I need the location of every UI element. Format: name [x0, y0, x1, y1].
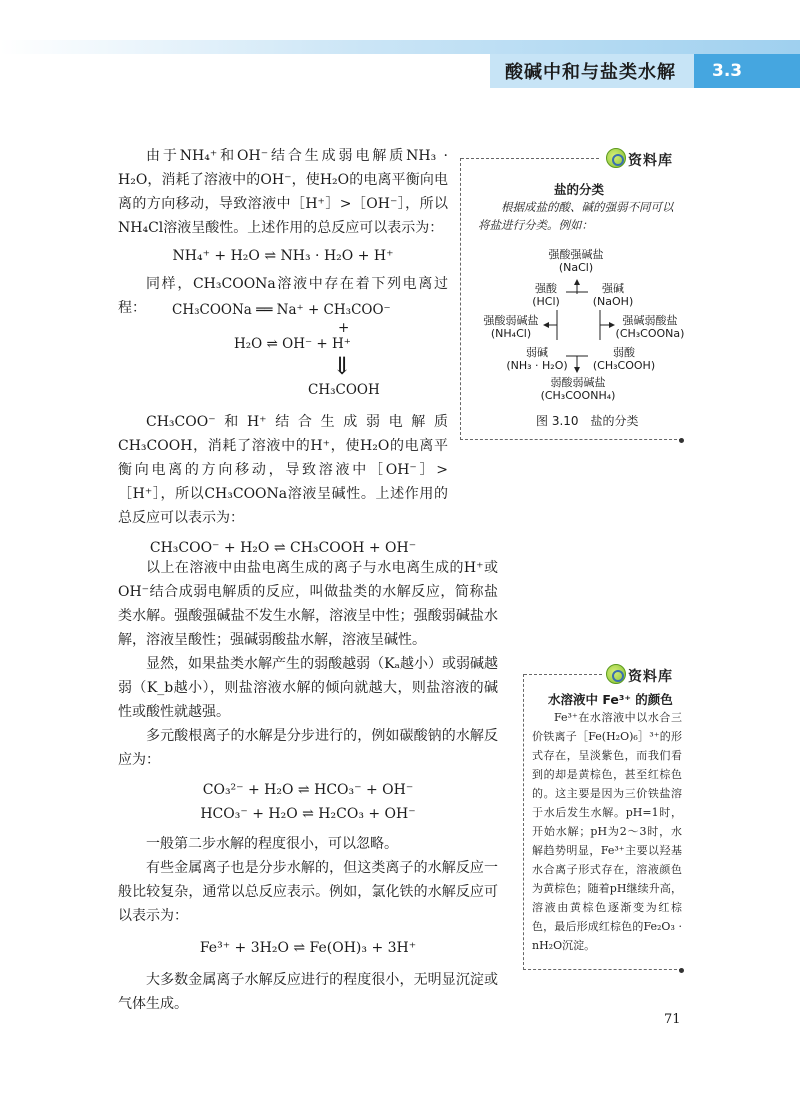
section-number: 3.3 — [694, 54, 800, 88]
main-column-top — [118, 144, 448, 320]
node-label: 弱酸弱碱盐 — [550, 376, 606, 389]
diagram-arrows — [540, 270, 620, 380]
node-example: (CH₃COOH) — [592, 359, 656, 372]
chapter-title: 酸碱中和与盐类水解 — [505, 62, 676, 83]
node-example: (CH₃COONH₄) — [540, 389, 616, 402]
header-gradient-band — [0, 40, 800, 54]
equation-co3-step2: HCO₃⁻ + H₂O ⇌ H₂CO₃ + OH⁻ — [200, 806, 416, 822]
node-example: (NaCl) — [558, 261, 594, 274]
resource-library-label: 资料库 — [628, 153, 673, 169]
ionization-equation-water: H₂O ⇌ OH⁻ + H⁺ — [234, 336, 351, 352]
node-example: (HCl) — [532, 295, 560, 308]
main-column-middle — [118, 410, 448, 564]
paragraph-conclusion: 大多数金属离子水解反应进行的程度很小，无明显沉淀或气体生成。 — [118, 972, 498, 1012]
resource-library-icon — [606, 664, 626, 684]
node-example: (NH₃ · H₂O) — [506, 359, 568, 372]
page-number: 71 — [664, 1012, 681, 1027]
sidebar-end-dot — [679, 438, 684, 443]
sidebar-title: 盐的分类 — [554, 182, 605, 197]
node-label: 强酸 — [535, 282, 557, 295]
sidebar-title: 水溶液中 Fe³⁺ 的颜色 — [548, 692, 673, 707]
sidebar-fe3-text: Fe³⁺在水溶液中以水合三价铁离子［Fe(H₂O)₆］³⁺的形式存在，呈淡紫色，而我们看到的却是黄棕色，甚至红棕色的。这主要是因为三价铁盐溶于水后发生水解。pH=1时，开始水解；pH为2～3时，水解趋势明显，Fe³⁺主要以羟基水合离子形式存在，溶液颜色为黄棕色；随着pH继续升高，溶液由黄棕色逐渐变为红棕色，最后形成红棕色的Fe₂O₃ · nH₂O沉淀。 — [532, 711, 682, 952]
paragraph-polyprotic: 多元酸根离子的水解是分步进行的，例如碳酸钠的水解反应为： — [118, 728, 498, 768]
ionization-plus-sign: + — [338, 320, 350, 336]
paragraph-second-step: 一般第二步水解的程度很小，可以忽略。 — [146, 836, 398, 852]
resource-library-icon — [606, 148, 626, 168]
diagram-node-strong-base-weak-acid — [612, 314, 688, 340]
node-example: (CH₃COONa) — [615, 327, 685, 340]
node-label: 强碱 — [602, 282, 624, 295]
paragraph-ch3coo: CH₃COO⁻和H⁺结合生成弱电解质CH₃COOH，消耗了溶液中的H⁺，使H₂O的电离平衡向电离的方向移动，导致溶液中［OH⁻］>［H⁺］，所以CH₃COONa溶液呈碱性。上述作用的总反应可以表示为： — [118, 414, 448, 526]
node-label: 强酸弱碱盐 — [483, 314, 539, 327]
equation-co3-step1: CO₃²⁻ + H₂O ⇌ HCO₃⁻ + OH⁻ — [202, 782, 414, 798]
sidebar-top-border — [524, 674, 602, 675]
equation-fe3-hydrolysis: Fe³⁺ + 3H₂O ⇌ Fe(OH)₃ + 3H⁺ — [199, 940, 417, 956]
sidebar-top-border — [461, 158, 599, 159]
paragraph-metal-ions: 有些金属离子也是分步水解的，但这类离子的水解反应一般比较复杂，通常以总反应表示。例如，氯化铁的水解反应可以表示为： — [118, 860, 498, 924]
ionization-product: CH₃COOH — [308, 382, 380, 398]
paragraph-nh4cl: 由于NH₄⁺和OH⁻结合生成弱电解质NH₃ · H₂O，消耗了溶液中的OH⁻，使H₂O的电离平衡向电离的方向移动，导致溶液中［H⁺］>［OH⁻］，所以NH₄Cl溶液呈酸性。上述作用的总反应可以表示为： — [118, 148, 448, 236]
sidebar-end-dot — [679, 968, 684, 973]
paragraph-ch3coona-intro: 同样，CH₃COONa溶液中存在着下列电离过程： — [118, 276, 448, 316]
paragraph-ka-kb: 显然，如果盐类水解产生的弱酸越弱（Kₐ越小）或弱碱越弱（K_b越小），则盐溶液水解的倾向就越大，则盐溶液的碱性或酸性就越强。 — [118, 656, 498, 720]
figure-caption: 图 3.10 盐的分类 — [536, 414, 639, 428]
node-label: 强碱弱酸盐 — [622, 314, 678, 327]
node-example: (NaOH) — [592, 295, 634, 308]
node-label: 强酸强碱盐 — [548, 248, 604, 261]
node-label: 弱酸 — [613, 346, 635, 359]
ionization-down-arrow: ⇓ — [332, 352, 353, 380]
node-example: (NH₄Cl) — [490, 327, 532, 340]
paragraph-hydrolysis-definition: 以上在溶液中由盐电离生成的离子与水电离生成的H⁺或OH⁻结合成弱电解质的反应，叫做盐类的水解反应，简称盐类水解。强酸强碱盐不发生水解，溶液呈中性；强酸弱碱盐水解，溶液呈酸性；强碱弱酸盐水解，溶液呈碱性。 — [118, 560, 498, 648]
diagram-node-strong-acid-weak-base — [478, 314, 544, 340]
node-label: 弱碱 — [526, 346, 548, 359]
sidebar-intro-text: 根据成盐的酸、碱的强弱不同可以将盐进行分类。例如： — [478, 200, 674, 232]
resource-library-label: 资料库 — [628, 669, 673, 685]
equation-ch3coo-hydrolysis: CH₃COO⁻ + H₂O ⇌ CH₃COOH + OH⁻ — [149, 540, 417, 556]
main-column-bottom — [118, 556, 498, 1016]
equation-nh4-hydrolysis: NH₄⁺ + H₂O ⇌ NH₃ · H₂O + H⁺ — [172, 248, 394, 264]
ionization-equation-salt: CH₃COONa ══ Na⁺ + CH₃COO⁻ — [172, 302, 391, 318]
